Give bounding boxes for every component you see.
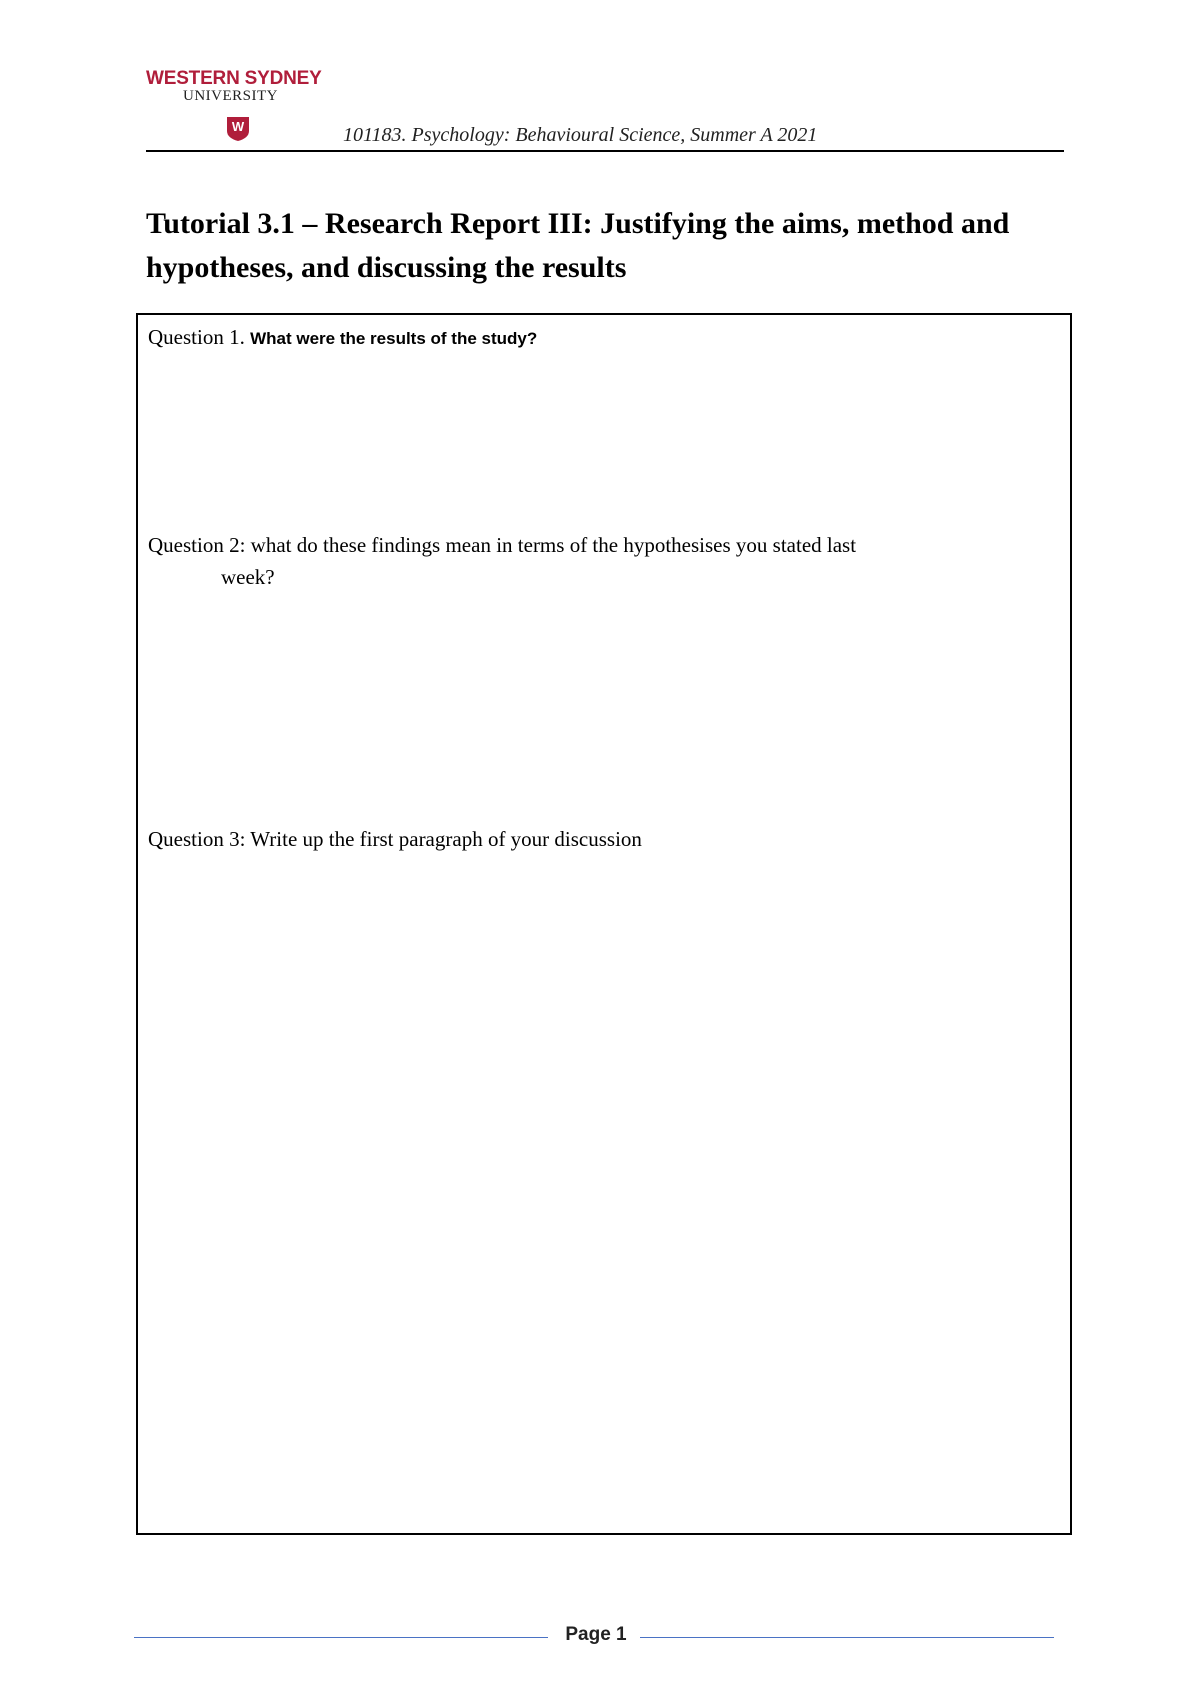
question-1-text: What were the results of the study? — [250, 329, 538, 348]
footer-rule-right — [640, 1637, 1054, 1638]
question-2-label: Question 2: — [148, 533, 246, 557]
logo-wordmark-line2: UNIVERSITY — [183, 88, 278, 104]
question-1-label: Question 1. — [148, 325, 245, 349]
question-box — [136, 313, 1072, 1535]
page-title: Tutorial 3.1 – Research Report III: Justifying the aims, method and hypotheses, and discussing the results — [146, 207, 1010, 284]
question-2-text: what do these findings mean in terms of the hypothesises you stated last — [250, 533, 857, 557]
logo-mark: W — [231, 119, 245, 134]
footer-rule-left — [134, 1637, 548, 1638]
logo-wordmark-line1: WESTERN SYDNEY — [146, 68, 322, 89]
page-number: Page 1 — [565, 1624, 627, 1645]
course-header: 101183. Psychology: Behavioural Science, Summer A 2021 — [343, 124, 818, 146]
question-3-text: Write up the first paragraph of your discussion — [250, 827, 642, 851]
question-3 — [148, 823, 642, 855]
university-shield-icon — [226, 116, 250, 142]
question-1 — [148, 321, 537, 355]
question-2 — [148, 529, 1038, 561]
question-2-continuation: week? — [221, 565, 275, 589]
question-3-label: Question 3: — [148, 827, 246, 851]
header-rule — [146, 150, 1064, 152]
university-logo — [146, 68, 332, 148]
